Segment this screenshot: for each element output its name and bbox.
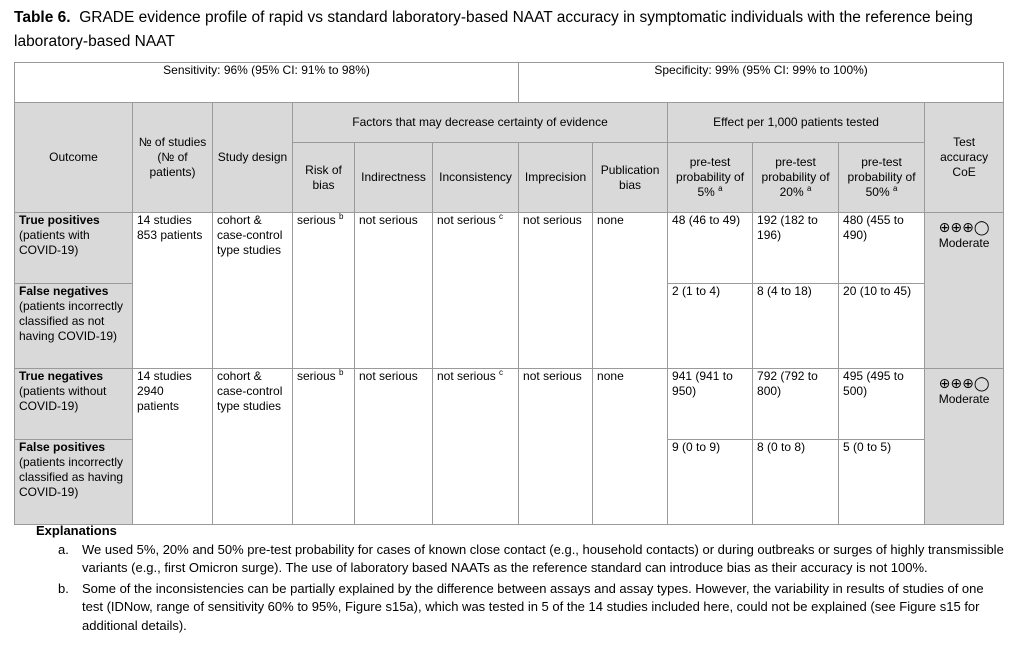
- header-outcome: Outcome: [15, 103, 133, 213]
- caption-label: Table 6.: [14, 9, 71, 26]
- outcome-cell: False negatives (patients incorrectly classified as not having COVID-19): [15, 284, 133, 369]
- imprecision-cell: not serious: [519, 213, 593, 369]
- indirectness-cell: not serious: [355, 213, 433, 369]
- certainty-symbols: ⊕⊕⊕◯: [938, 220, 990, 236]
- header-imprecision: Imprecision: [519, 143, 593, 213]
- studies-cell: 14 studies 2940 patients: [133, 369, 213, 525]
- effect-5-cell: 48 (46 to 49): [668, 213, 753, 284]
- design-cell: cohort & case-control type studies: [213, 369, 293, 525]
- header-study-design: Study design: [213, 103, 293, 213]
- header-pretest-50: pre-test probability of 50% $^a$: [839, 143, 925, 213]
- effect-50-cell: 5 (0 to 5): [839, 440, 925, 525]
- table-row: [15, 369, 1004, 440]
- header-inconsistency: Inconsistency: [433, 143, 519, 213]
- table-caption: [14, 6, 1004, 54]
- list-item: b. Some of the inconsistencies can be partially explained by the difference between assays and assay types. However, the variability in results of studies of one test (IDNow, range of sensitivity 60% to 95%, Figure s15a), which was tested in 5 of the 14 studies included here, could not be explained (see Figure s15 for additional details).: [58, 580, 984, 633]
- header-indirectness: Indirectness: [355, 143, 433, 213]
- header-risk-of-bias: Risk of bias: [293, 143, 355, 213]
- effect-20-cell: 792 (792 to 800): [753, 369, 839, 440]
- certainty-symbols: ⊕⊕⊕◯: [938, 376, 990, 392]
- certainty-label: Moderate: [938, 392, 990, 406]
- sensitivity-summary: Sensitivity: 96% (95% CI: 91% to 98%): [15, 63, 519, 103]
- effect-5-cell: 2 (1 to 4): [668, 284, 753, 369]
- imprecision-cell: not serious: [519, 369, 593, 525]
- list-item: a. We used 5%, 20% and 50% pre-test probability for cases of known close contact (e.g., household contacts) or during outbreaks or surges of highly transmissible variants (e.g., first Omicron surge). The use of laboratory based NAATs as the reference standard can introduce bias as their accuracy is not 100%.: [58, 541, 1004, 575]
- effect-50-cell: 480 (455 to 490): [839, 213, 925, 284]
- effect-20-cell: 192 (182 to 196): [753, 213, 839, 284]
- coe-cell: [925, 213, 1004, 369]
- table-row: [15, 213, 1004, 284]
- studies-cell: 14 studies 853 patients: [133, 213, 213, 369]
- certainty-label: Moderate: [938, 236, 990, 250]
- specificity-summary: Specificity: 99% (95% CI: 99% to 100%): [519, 63, 1004, 103]
- explanations: [36, 522, 1006, 637]
- effect-20-cell: 8 (4 to 18): [753, 284, 839, 369]
- effect-50-cell: 20 (10 to 45): [839, 284, 925, 369]
- outcome-cell: False positives (patients incorrectly classified as having COVID-19): [15, 440, 133, 525]
- caption-text: GRADE evidence profile of rapid vs standard laboratory-based NAAT accuracy in symptomatic individuals with the reference being laboratory-based NAAT: [14, 9, 973, 50]
- effect-5-cell: 941 (941 to 950): [668, 369, 753, 440]
- explanations-list: [36, 541, 1006, 636]
- publication-bias-cell: none: [593, 213, 668, 369]
- effect-50-cell: 495 (495 to 500): [839, 369, 925, 440]
- inconsistency-cell: not serious $^c$: [433, 213, 519, 369]
- explanations-title: Explanations: [36, 523, 117, 538]
- risk-of-bias-cell: serious $^b$: [293, 369, 355, 525]
- publication-bias-cell: none: [593, 369, 668, 525]
- indirectness-cell: not serious: [355, 369, 433, 525]
- grade-evidence-table: [14, 62, 1004, 525]
- inconsistency-cell: not serious $^c$: [433, 369, 519, 525]
- header-effect: Effect per 1,000 patients tested: [668, 103, 925, 143]
- header-factors: Factors that may decrease certainty of evidence: [293, 103, 668, 143]
- header-num-studies: № of studies (№ of patients): [133, 103, 213, 213]
- risk-of-bias-cell: serious $^b$: [293, 213, 355, 369]
- effect-20-cell: 8 (0 to 8): [753, 440, 839, 525]
- header-coe: Test accuracy CoE: [925, 103, 1004, 213]
- header-pretest-20: pre-test probability of 20% $^a$: [753, 143, 839, 213]
- header-publication-bias: Publication bias: [593, 143, 668, 213]
- effect-5-cell: 9 (0 to 9): [668, 440, 753, 525]
- design-cell: cohort & case-control type studies: [213, 213, 293, 369]
- outcome-cell: True positives (patients with COVID-19): [15, 213, 133, 284]
- coe-cell: [925, 369, 1004, 525]
- outcome-cell: True negatives (patients without COVID-19): [15, 369, 133, 440]
- header-pretest-5: pre-test probability of 5% $^a$: [668, 143, 753, 213]
